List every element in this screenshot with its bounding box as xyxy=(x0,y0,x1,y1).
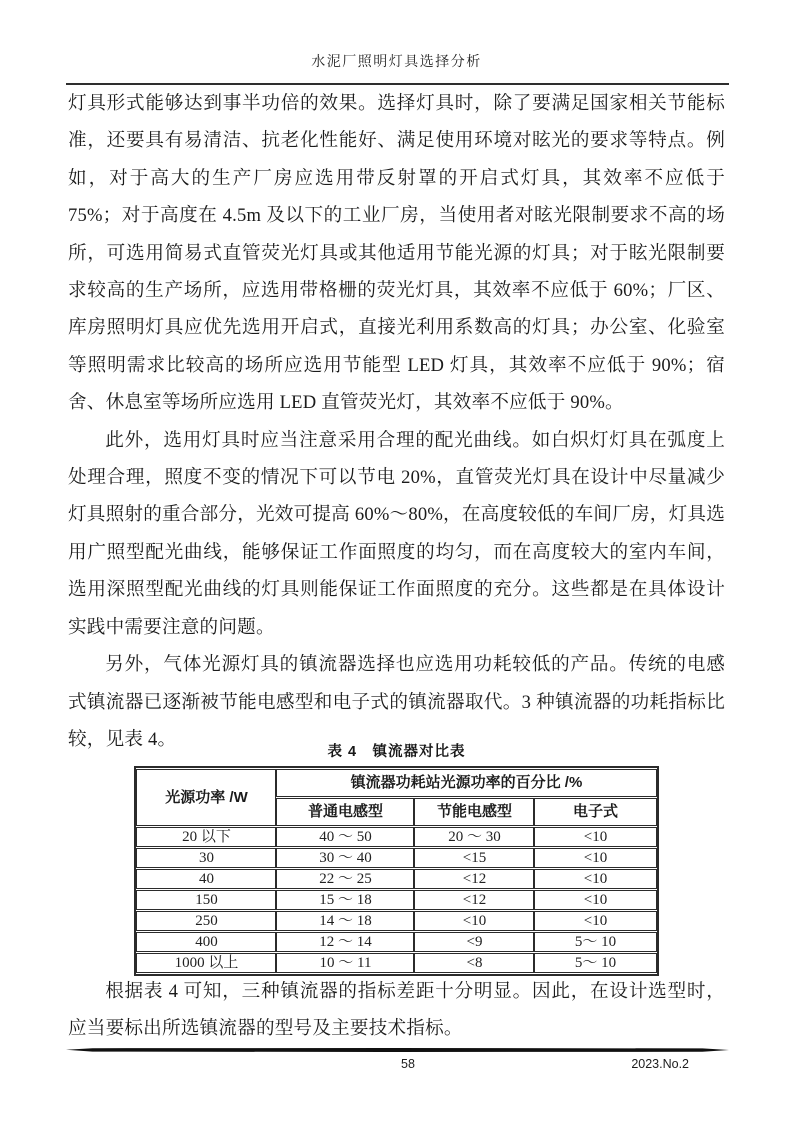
table-cell: 20 ～ 30 xyxy=(414,827,534,847)
paragraph-light-distribution: 此外，选用灯具时应当注意采用合理的配光曲线。如白炽灯灯具在弧度上处理合理，照度不变的情况下可以节电 20%，直管荧光灯具在设计中尽量减少灯具照射的重合部分，光效可提高 60%～80%，在高度较低的车间厂房，灯具选用广照型配光曲线，能够保证工作面照度的均匀，而在高度较大的室内车间，选用深照型配光曲线的灯具则能保证工作面照度的充分。这些都是在具体设计实践中需要注意的问题。 xyxy=(68,429,725,638)
table-cell: <10 xyxy=(534,827,656,847)
column-header-electronic: 电子式 xyxy=(534,798,656,826)
table-section xyxy=(68,740,725,976)
table-row xyxy=(136,890,656,910)
table-cell: 14 ～ 18 xyxy=(276,911,414,931)
table-cell: 40 ～ 50 xyxy=(276,827,414,847)
table-row xyxy=(136,911,656,931)
table-caption: 表 4 镇流器对比表 xyxy=(327,744,466,760)
body-text-block-after-table xyxy=(68,973,725,1048)
ballast-comparison-table xyxy=(134,766,658,976)
table-cell: <10 xyxy=(414,911,534,931)
table-cell: 1000 以上 xyxy=(136,953,276,973)
table-row xyxy=(136,848,656,868)
table-cell: 30 xyxy=(136,848,276,868)
column-header-source-power: 光源功率 /W xyxy=(136,769,276,826)
table-cell: 150 xyxy=(136,890,276,910)
table-cell: <10 xyxy=(534,848,656,868)
paragraph-lamp-selection: 灯具形式能够达到事半功倍的效果。选择灯具时，除了要满足国家相关节能标准，还要具有易清洁、抗老化性能好、满足使用环境对眩光的要求等特点。例如，对于高大的生产厂房应选用带反射罩的开启式灯具，其效率不应低于 75%；对于高度在 4.5m 及以下的工业厂房，当使用者对眩光限制要求不高的场所，可选用简易式直管荧光灯具或其他适用节能光源的灯具；对于眩光限制要求较高的生产场所，应选用带格栅的荧光灯具，其效率不应低于 60%；厂区、库房照明灯具应优先选用开启式，直接光利用系数高的灯具；办公室、化验室等照明需求比较高的场所应选用节能型 LED 灯具，其效率不应低于 90%；宿舍、休息室等场所应选用 LED 直管荧光灯，其效率不应低于 90%。 xyxy=(68,93,725,414)
table-cell: <9 xyxy=(414,932,534,952)
body-text-block xyxy=(68,85,725,758)
table-cell: 5～ 10 xyxy=(534,932,656,952)
paragraph-ballast-intro: 另外，气体光源灯具的镇流器选择也应选用功耗较低的产品。传统的电感式镇流器已逐渐被节能电感型和电子式的镇流器取代。3 种镇流器的功耗指标比较，见表 4。 xyxy=(68,654,725,750)
table-cell: <12 xyxy=(414,869,534,889)
table-cell: 12 ～ 14 xyxy=(276,932,414,952)
table-cell: <10 xyxy=(534,911,656,931)
paragraph-conclusion: 根据表 4 可知，三种镇流器的指标差距十分明显。因此，在设计选型时，应当要标出所选镇流器的型号及主要技术指标。 xyxy=(68,981,725,1040)
table-cell: 5～ 10 xyxy=(534,953,656,973)
table-cell: 30 ～ 40 xyxy=(276,848,414,868)
table-cell: 15 ～ 18 xyxy=(276,890,414,910)
table-body xyxy=(136,827,656,973)
table-row xyxy=(136,953,656,973)
table-cell: <10 xyxy=(534,869,656,889)
table-cell: 20 以下 xyxy=(136,827,276,847)
column-header-energy-saving-inductive: 节能电感型 xyxy=(414,798,534,826)
table-cell: <15 xyxy=(414,848,534,868)
table-row xyxy=(136,869,656,889)
footer-page-number: 58 xyxy=(401,1057,415,1071)
table-cell: 250 xyxy=(136,911,276,931)
table-header-row-1 xyxy=(136,769,656,797)
table-cell: <10 xyxy=(534,890,656,910)
table-row xyxy=(136,827,656,847)
footer-issue-number: 2023.No.2 xyxy=(631,1057,689,1071)
table-cell: 10 ～ 11 xyxy=(276,953,414,973)
table-cell: 22 ～ 25 xyxy=(276,869,414,889)
table-cell: 400 xyxy=(136,932,276,952)
table-cell: 40 xyxy=(136,869,276,889)
table-row xyxy=(136,932,656,952)
page-header-title: 水泥厂照明灯具选择分析 xyxy=(311,55,482,70)
table-cell: <8 xyxy=(414,953,534,973)
footer-rule xyxy=(66,1048,729,1052)
column-header-ordinary-inductive: 普通电感型 xyxy=(276,798,414,826)
column-group-header-percentage: 镇流器功耗站光源功率的百分比 /% xyxy=(276,769,656,797)
table-cell: <12 xyxy=(414,890,534,910)
